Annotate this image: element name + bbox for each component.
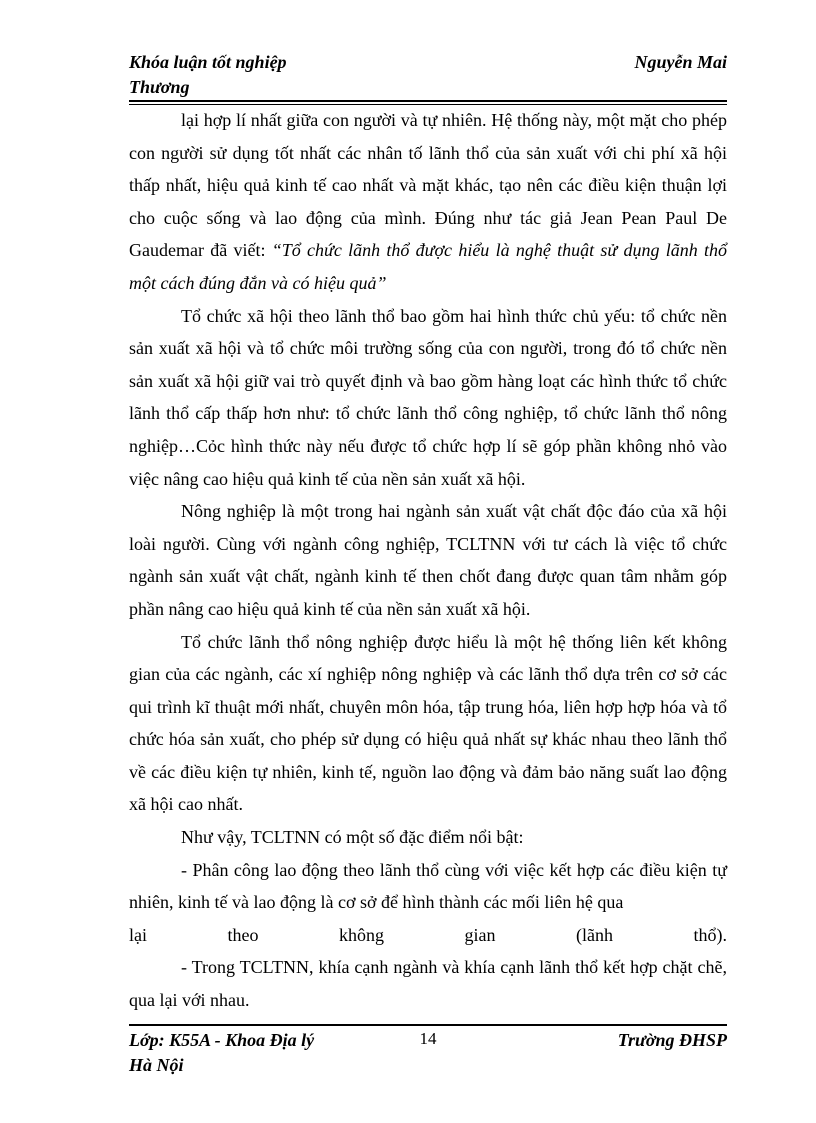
paragraph-3: Nông nghiệp là một trong hai ngành sản xuất vật chất độc đáo của xã hội loài người. Cùng với ngành công nghiệp, TCLTNN với tư cách là việc tổ chức ngành sản xuất vật chất, ngành kinh tế then chốt đang được quan tâm nhằm góp phần nâng cao hiệu quả kinh tế của nền sản xuất xã hội. xyxy=(129,501,727,619)
header-author: Nguyễn Mai xyxy=(634,52,727,72)
paragraph-1-quote: “Tổ chức lãnh thổ được hiểu là nghệ thuật sử dụng lãnh thổ một cách đúng đắn và có hiệu quả” xyxy=(129,240,727,293)
word: (lãnh xyxy=(576,924,613,945)
word: theo xyxy=(227,924,259,945)
paragraph-6: - Phân công lao động theo lãnh thổ cùng với việc kết hợp các điều kiện tự nhiên, kinh tế và lao động là cơ sở để hình thành các mối liên hệ qua xyxy=(129,859,727,913)
page-number: 14 xyxy=(419,1029,437,1048)
paragraph-1-text: lại hợp lí nhất giữa con người và tự nhiên. Hệ thống này, một mặt cho phép con người sử dụng tốt nhất các nhân tố lãnh thổ của sản xuất với chi phí xã hội thấp nhất, hiệu quả kinh tế cao nhất và mặt khác, tạo nên các điều kiện thuận lợi cho cuộc sống và lao động của mình. Đúng như tác giả Jean Pean Paul De Gaudemar đã viết: xyxy=(129,110,727,261)
header-left-line2: Thương xyxy=(129,77,190,97)
page-body xyxy=(129,104,727,1017)
word: lại xyxy=(129,924,147,945)
page-header xyxy=(129,50,727,100)
header-left xyxy=(129,50,389,100)
paragraph-5: Như vậy, TCLTNN có một số đặc điểm nổi bật: xyxy=(181,827,524,848)
footer-school: Trường ĐHSP xyxy=(617,1030,727,1050)
page-footer xyxy=(129,1028,727,1078)
paragraph-7: - Trong TCLTNN, khía cạnh ngành và khía cạnh lãnh thổ kết hợp chặt chẽ, qua lại với nhau. xyxy=(129,957,727,1011)
paragraph-6-last-line xyxy=(129,919,727,952)
paragraph-4: Tổ chức lãnh thổ nông nghiệp được hiểu là một hệ thống liên kết không gian của các ngành, các xí nghiệp nông nghiệp và các lãnh thổ dựa trên cơ sở các qui trình kĩ thuật mới nhất, chuyên môn hóa, tập trung hóa, liên hợp hợp hóa và tổ chức hóa sản xuất, cho phép sử dụng có hiệu quả nhất sự khác nhau theo lãnh thổ về các điều kiện tự nhiên, kinh tế, nguồn lao động và đảm bảo năng suất lao động xã hội cao nhất. xyxy=(129,631,727,815)
footer-left-line1: Lớp: K55A - Khoa Địa lý xyxy=(129,1030,315,1050)
word: không xyxy=(339,924,384,945)
paragraph-1 xyxy=(129,104,727,300)
word: gian xyxy=(464,924,496,945)
word: thổ). xyxy=(693,924,727,945)
header-rule xyxy=(129,100,727,102)
paragraph-2: Tổ chức xã hội theo lãnh thổ bao gồm hai hình thức chủ yếu: tổ chức nền sản xuất xã hội và tổ chức môi trường sống của con người, trong đó tổ chức nền sản xuất xã hội giữ vai trò quyết định và bao gồm hàng loạt các hình thức tổ chức lãnh thổ cấp thấp hơn như: tổ chức lãnh thổ công nghiệp, tổ chức lãnh thổ nông nghiệp…Cỏc hình thức này nếu được tổ chức hợp lí sẽ góp phần không nhỏ vào việc nâng cao hiệu quả kinh tế của nền sản xuất xã hội. xyxy=(129,305,727,489)
header-left-line1: Khóa luận tốt nghiệp xyxy=(129,52,287,72)
footer-left-line2: Hà Nội xyxy=(129,1055,184,1075)
